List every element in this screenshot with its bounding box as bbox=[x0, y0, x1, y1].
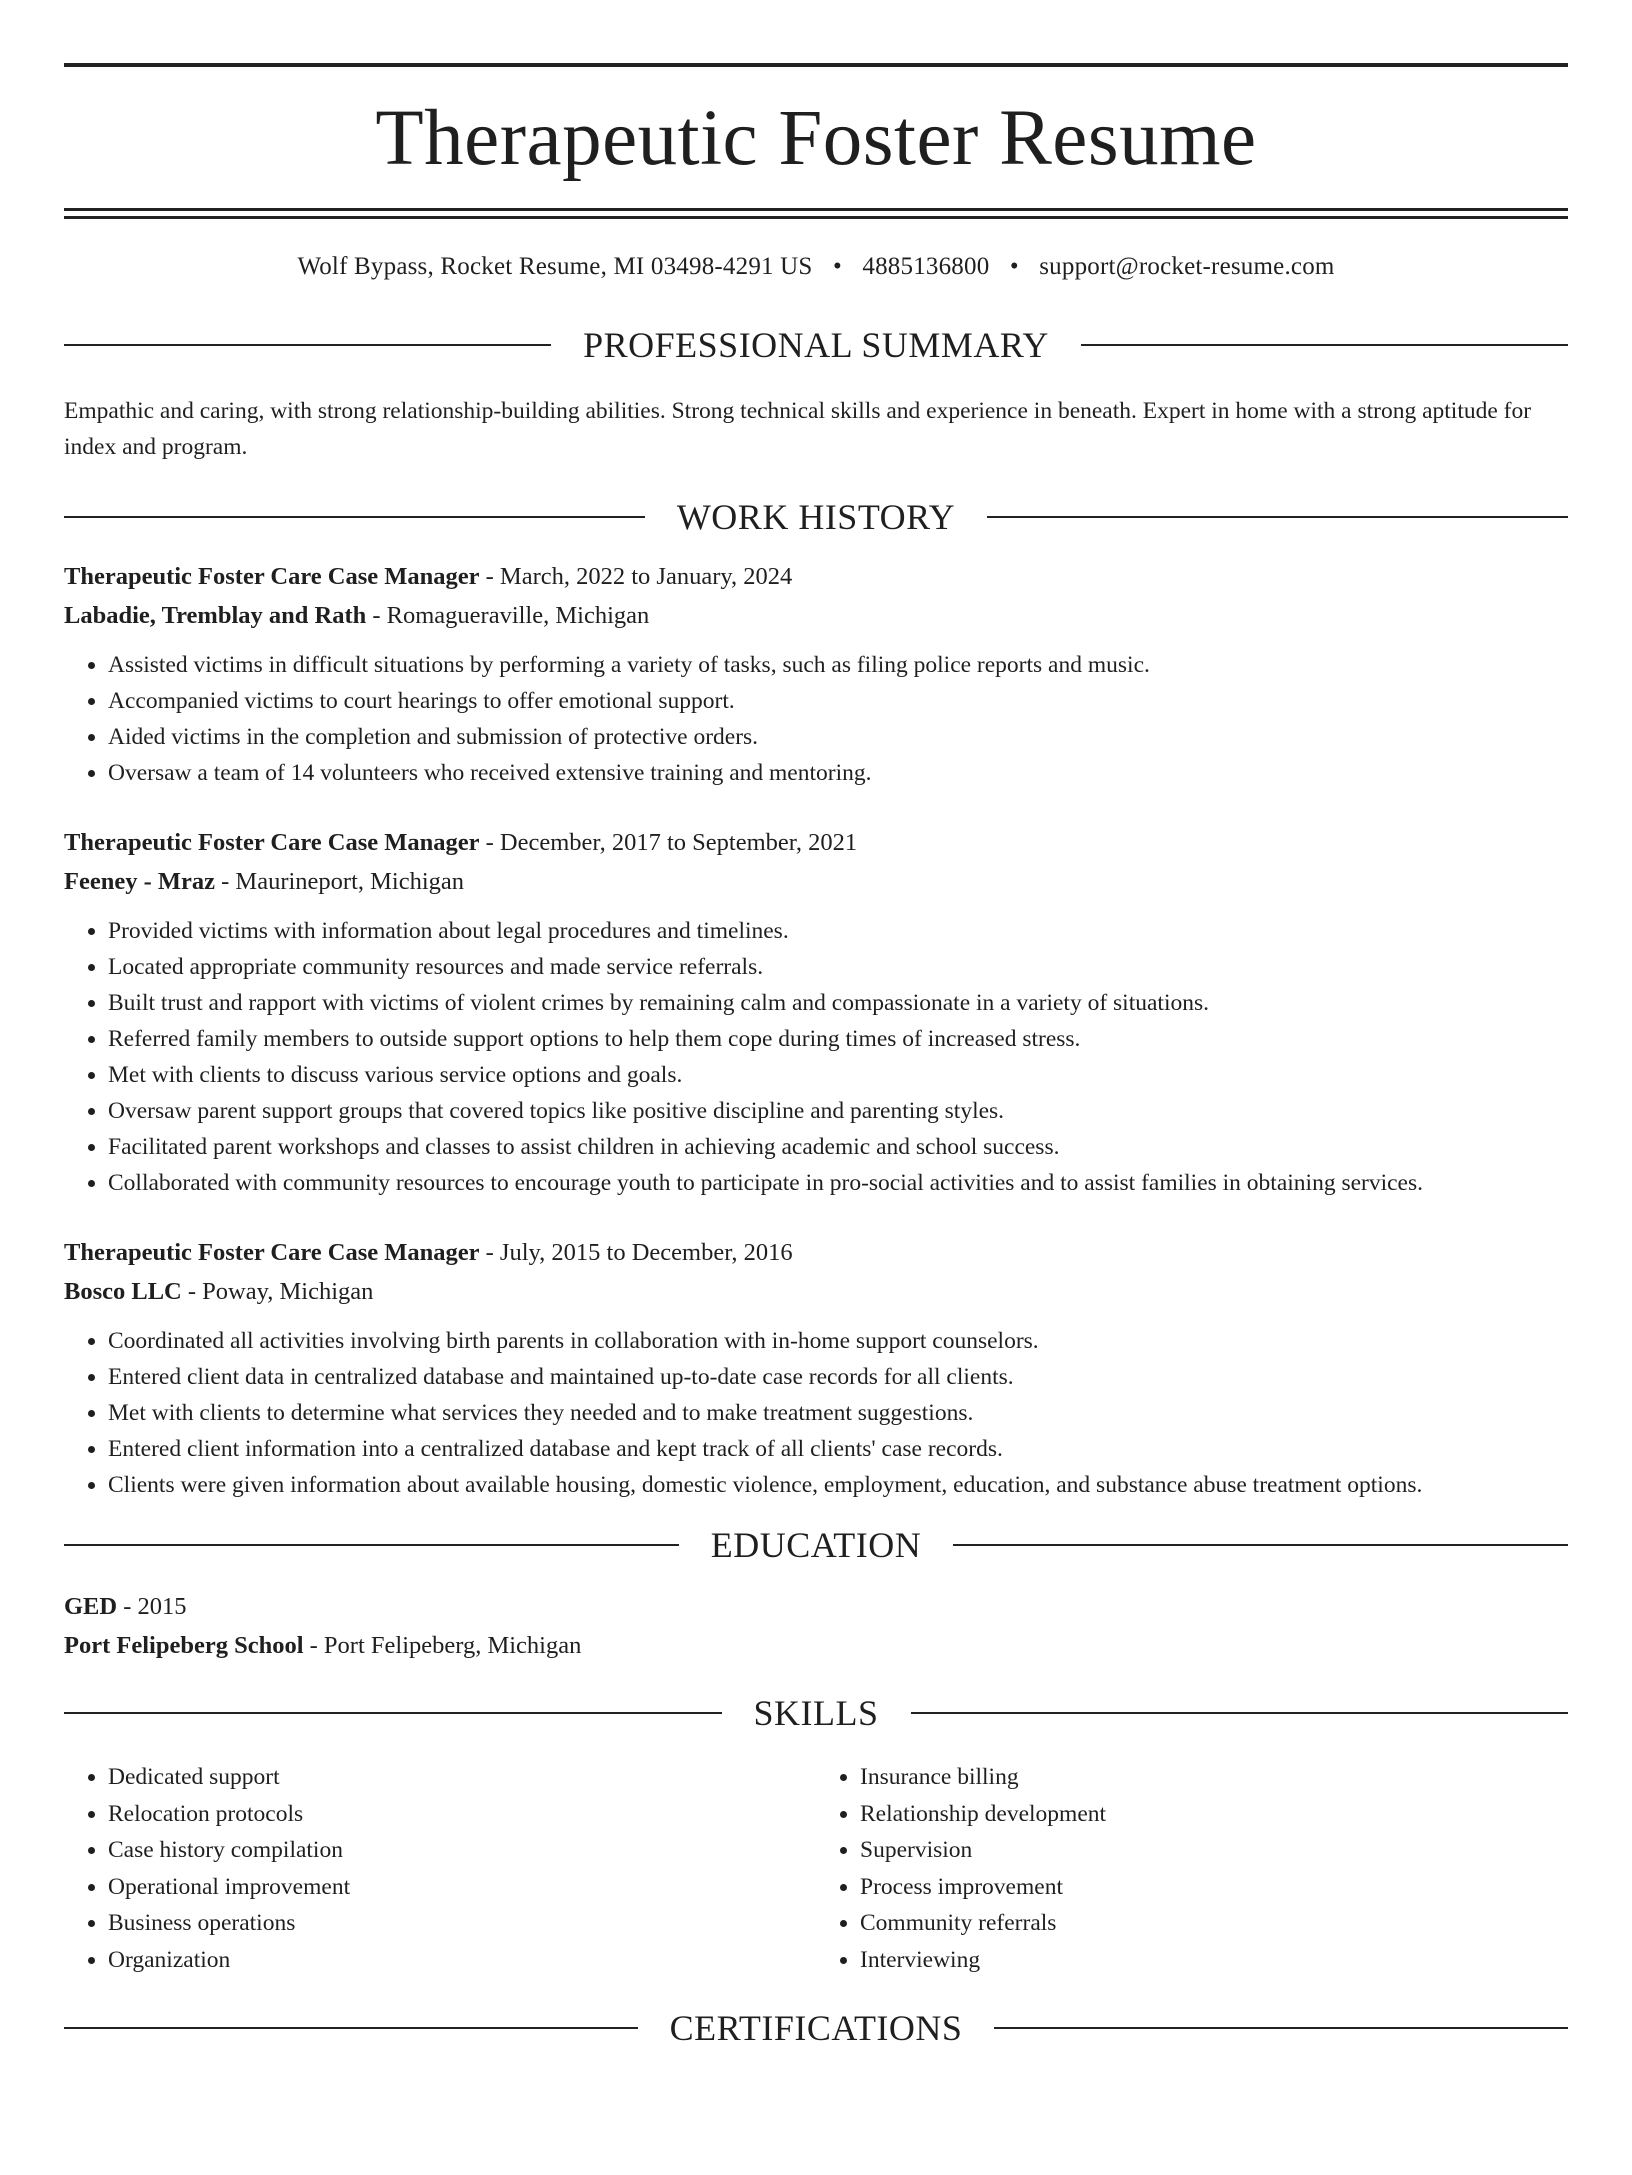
skills-list bbox=[64, 1759, 1568, 1978]
list-item: • Interviewing bbox=[860, 1942, 1568, 1979]
heading-rule bbox=[64, 1544, 679, 1546]
education-school: Port Felipeberg School bbox=[64, 1632, 304, 1659]
list-item: • Met with clients to determine what services they needed and to make treatment suggestions. bbox=[108, 1395, 1568, 1431]
list-item: • Accompanied victims to court hearings to offer emotional support. bbox=[108, 683, 1568, 719]
section-heading-work-history bbox=[64, 499, 1568, 535]
education-entry bbox=[64, 1587, 1568, 1665]
heading-rule bbox=[64, 344, 551, 346]
section-heading-skills bbox=[64, 1695, 1568, 1731]
section-title: CERTIFICATIONS bbox=[669, 2008, 963, 2048]
job-bullets bbox=[64, 1323, 1568, 1503]
heading-rule bbox=[953, 1544, 1568, 1546]
list-item: • Community referrals bbox=[860, 1905, 1568, 1942]
list-item: • Aided victims in the completion and submission of protective orders. bbox=[108, 719, 1568, 755]
heading-rule bbox=[994, 2027, 1568, 2029]
contact-separator: • bbox=[1009, 253, 1019, 280]
job-dates: - July, 2015 to December, 2016 bbox=[479, 1239, 793, 1266]
list-item: • Dedicated support bbox=[108, 1759, 816, 1796]
job-location: - Romagueraville, Michigan bbox=[366, 602, 650, 629]
job-company-line bbox=[64, 1272, 1568, 1311]
section-heading-education bbox=[64, 1527, 1568, 1563]
job-dates: - March, 2022 to January, 2024 bbox=[479, 563, 793, 590]
education-location: - Port Felipeberg, Michigan bbox=[303, 1632, 582, 1659]
skills-column-left bbox=[64, 1759, 816, 1978]
list-item: • Provided victims with information about legal procedures and timelines. bbox=[108, 913, 1568, 949]
job-location: - Maurineport, Michigan bbox=[215, 868, 465, 895]
contact-address: Wolf Bypass, Rocket Resume, MI 03498-4291 US bbox=[297, 253, 813, 280]
summary-text: Empathic and caring, with strong relationship-building abilities. Strong technical skills and experience in beneath. Expert in home with a strong aptitude for index and program. bbox=[64, 398, 1532, 460]
contact-phone: 4885136800 bbox=[862, 253, 990, 280]
section-title: WORK HISTORY bbox=[676, 497, 956, 537]
list-item: • Coordinated all activities involving birth parents in collaboration with in-home support counselors. bbox=[108, 1323, 1568, 1359]
list-item: • Collaborated with community resources to encourage youth to participate in pro-social activities and to assist families in obtaining services. bbox=[108, 1165, 1568, 1201]
list-item: • Supervision bbox=[860, 1832, 1568, 1869]
contact-separator: • bbox=[832, 253, 842, 280]
education-school-line bbox=[64, 1626, 1568, 1665]
job-company: Feeney - Mraz bbox=[64, 868, 215, 895]
job-title-line bbox=[64, 823, 1568, 862]
list-item: • Located appropriate community resources and made service referrals. bbox=[108, 949, 1568, 985]
job-title-line bbox=[64, 557, 1568, 596]
list-item: • Insurance billing bbox=[860, 1759, 1568, 1796]
heading-rule bbox=[64, 1712, 722, 1714]
job-company: Bosco LLC bbox=[64, 1278, 182, 1305]
job-bullets bbox=[64, 913, 1568, 1201]
job-title: Therapeutic Foster Care Case Manager bbox=[64, 829, 480, 856]
heading-rule bbox=[911, 1712, 1569, 1714]
resume-page bbox=[0, 63, 1632, 2175]
section-title: PROFESSIONAL SUMMARY bbox=[583, 325, 1049, 365]
list-item: • Organization bbox=[108, 1942, 816, 1979]
job-entry bbox=[64, 823, 1568, 1201]
title-double-rule bbox=[64, 208, 1568, 219]
heading-rule bbox=[64, 516, 645, 518]
job-title: Therapeutic Foster Care Case Manager bbox=[64, 563, 480, 590]
top-rule bbox=[64, 63, 1568, 67]
list-item: • Operational improvement bbox=[108, 1869, 816, 1906]
list-item: • Process improvement bbox=[860, 1869, 1568, 1906]
job-company-line bbox=[64, 862, 1568, 901]
job-entry bbox=[64, 557, 1568, 791]
heading-rule bbox=[987, 516, 1568, 518]
job-dates: - December, 2017 to September, 2021 bbox=[479, 829, 858, 856]
job-location: - Poway, Michigan bbox=[181, 1278, 374, 1305]
list-item: • Oversaw a team of 14 volunteers who received extensive training and mentoring. bbox=[108, 755, 1568, 791]
list-item: • Oversaw parent support groups that covered topics like positive discipline and parenting styles. bbox=[108, 1093, 1568, 1129]
list-item: • Relocation protocols bbox=[108, 1796, 816, 1833]
education-degree-line bbox=[64, 1587, 1568, 1626]
list-item: • Facilitated parent workshops and classes to assist children in achieving academic and school success. bbox=[108, 1129, 1568, 1165]
job-company-line bbox=[64, 596, 1568, 635]
education-year: - 2015 bbox=[117, 1593, 187, 1620]
job-company: Labadie, Tremblay and Rath bbox=[64, 602, 367, 629]
list-item: • Case history compilation bbox=[108, 1832, 816, 1869]
contact-line bbox=[64, 253, 1568, 281]
contact-email: support@rocket-resume.com bbox=[1039, 253, 1335, 280]
job-entry bbox=[64, 1233, 1568, 1503]
list-item: • Clients were given information about available housing, domestic violence, employment, education, and substance abuse treatment options. bbox=[108, 1467, 1568, 1503]
job-title-line bbox=[64, 1233, 1568, 1272]
education-degree: GED bbox=[64, 1593, 118, 1620]
list-item: • Business operations bbox=[108, 1905, 816, 1942]
list-item: • Assisted victims in difficult situations by performing a variety of tasks, such as filing police reports and music. bbox=[108, 647, 1568, 683]
heading-rule bbox=[1081, 344, 1568, 346]
section-title: EDUCATION bbox=[710, 1525, 922, 1565]
resume-title: Therapeutic Foster Resume bbox=[375, 95, 1257, 182]
section-heading-summary bbox=[64, 327, 1568, 363]
list-item: • Relationship development bbox=[860, 1796, 1568, 1833]
section-heading-certifications bbox=[64, 2010, 1568, 2046]
job-title: Therapeutic Foster Care Case Manager bbox=[64, 1239, 480, 1266]
heading-rule bbox=[64, 2027, 638, 2029]
job-bullets bbox=[64, 647, 1568, 791]
list-item: • Built trust and rapport with victims of violent crimes by remaining calm and compassionate in a variety of situations. bbox=[108, 985, 1568, 1021]
list-item: • Entered client information into a centralized database and kept track of all clients' case records. bbox=[108, 1431, 1568, 1467]
skills-column-right bbox=[816, 1759, 1568, 1978]
section-title: SKILLS bbox=[753, 1693, 879, 1733]
list-item: • Entered client data in centralized database and maintained up-to-date case records for all clients. bbox=[108, 1359, 1568, 1395]
list-item: • Met with clients to discuss various service options and goals. bbox=[108, 1057, 1568, 1093]
list-item: • Referred family members to outside support options to help them cope during times of increased stress. bbox=[108, 1021, 1568, 1057]
